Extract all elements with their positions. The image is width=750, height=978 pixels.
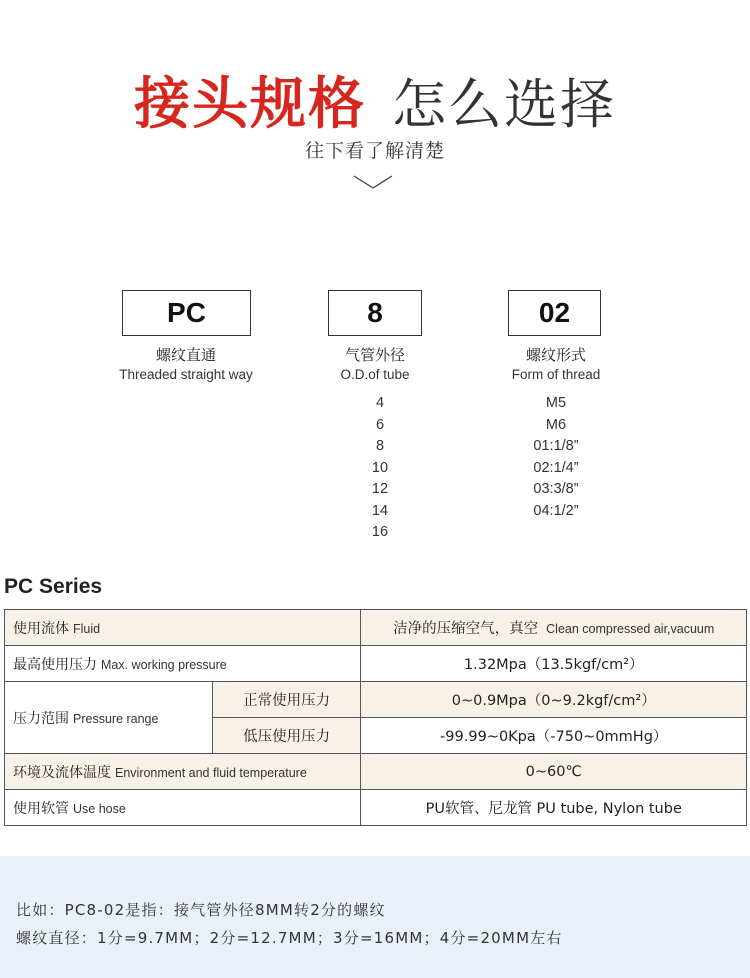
page-subtitle: 往下看了解清楚 [304,140,445,162]
list-item: 8 [375,438,385,454]
spec-value-temperature: 0~60℃ [361,754,747,790]
list-item: 12 [371,481,389,497]
list-item: 10 [371,459,389,476]
list-item: M5 [545,395,567,411]
code-label-tube-od-en: O.D.of tube [340,367,410,382]
table-row [5,790,747,826]
code-box-tube-od: 8 [328,290,422,336]
code-label-type: 螺纹直通 [155,346,216,364]
list-item: 4 [375,395,385,411]
hero-header [0,0,750,260]
spec-sublabel-normal: 正常使用压力 [212,682,361,718]
spec-value-fluid: 洁净的压缩空气，真空 Clean compressed air,vacuum [361,610,747,646]
list-item: M6 [545,416,567,433]
list-item: 04:1/2” [533,502,579,519]
spec-table [4,609,747,826]
list-item: 01:1/8” [533,438,579,454]
note-line: 螺纹直径：1分=9.7MM；2分=12.7MM；3分=16MM；4分=20MM左右 [16,929,563,947]
code-label-thread-en: Form of thread [511,367,601,382]
spec-label-max-pressure: 最高使用压力 Max. working pressure [5,646,361,682]
list-item: 16 [371,524,389,540]
spec-label-fluid: 使用流体 Fluid [5,610,361,646]
spec-label-temperature: 环境及流体温度 Environment and fluid temperature [5,754,361,790]
list-item: 6 [375,416,385,433]
list-item: 02:1/4” [533,459,579,476]
spec-value-low: -99.99~0Kpa（-750~0mmHg） [361,718,747,754]
spec-value-normal: 0~0.9Mpa（0~9.2kgf/cm²） [361,682,747,718]
table-row [5,610,747,646]
spec-value-hose: PU软管、尼龙管 PU tube, Nylon tube [361,790,747,826]
title-highlight: 接头规格 [134,72,366,137]
spec-value-max-pressure: 1.32Mpa（13.5kgf/cm²） [361,646,747,682]
code-label-tube-od: 气管外径 [344,346,405,364]
note-line: 比如：PC8-02是指：接气管外径8MM转2分的螺纹 [16,901,386,919]
table-row [5,646,747,682]
list-item: 03:3/8” [533,481,579,497]
spec-sublabel-low: 低压使用压力 [212,718,361,754]
tube-od-options [330,393,430,544]
table-row [5,682,747,718]
code-box-thread: 02 [508,290,601,336]
title-rest: 怎么选择 [392,73,616,136]
spec-label-pressure-range: 压力范围 Pressure range [5,682,213,754]
code-box-type: PC [122,290,251,336]
table-row [5,754,747,790]
page-title [0,60,750,140]
chevron-down-icon [353,172,393,192]
thread-options [506,393,606,522]
series-title: PC Series [4,575,103,598]
code-label-type-en: Threaded straight way [119,367,253,382]
example-note [0,856,750,978]
code-label-thread: 螺纹形式 [525,346,586,364]
list-item: 14 [371,502,389,519]
spec-label-hose: 使用软管 Use hose [5,790,361,826]
